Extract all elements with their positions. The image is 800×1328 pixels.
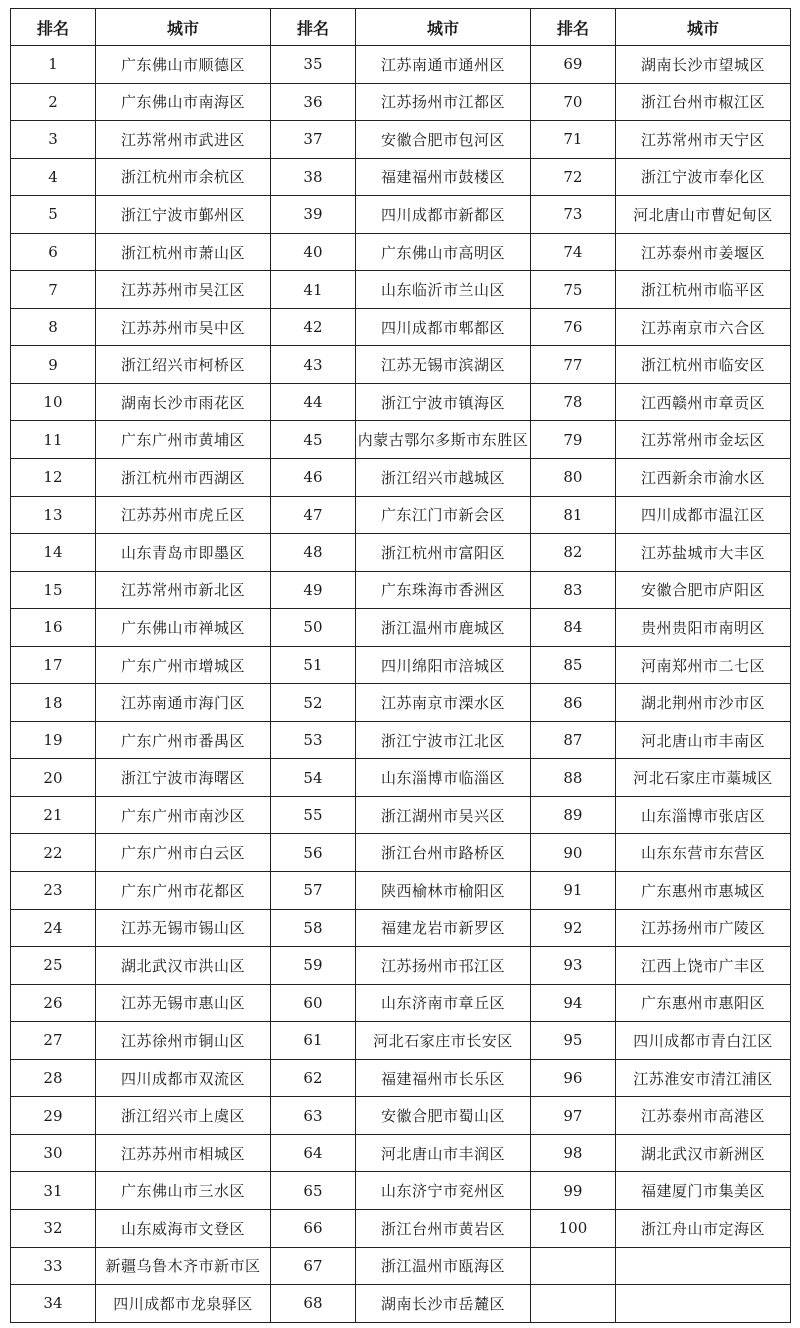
city-cell: 江苏泰州市姜堰区 [615, 233, 790, 271]
city-cell: 四川成都市郫都区 [355, 308, 530, 346]
table-row [11, 421, 791, 459]
city-cell: 四川成都市新都区 [355, 196, 530, 234]
rank-cell: 5 [11, 196, 96, 234]
city-cell: 贵州贵阳市南明区 [615, 609, 790, 647]
city-cell: 广东佛山市禅城区 [95, 609, 270, 647]
city-cell: 山东淄博市临淄区 [355, 759, 530, 797]
table-row [11, 383, 791, 421]
rank-cell: 12 [11, 459, 96, 497]
rank-cell: 57 [270, 872, 355, 910]
rank-cell: 76 [530, 308, 615, 346]
city-cell: 广东佛山市顺德区 [95, 46, 270, 84]
rank-cell: 73 [530, 196, 615, 234]
rank-cell: 56 [270, 834, 355, 872]
table-row [11, 646, 791, 684]
rank-cell: 18 [11, 684, 96, 722]
rank-cell: 72 [530, 158, 615, 196]
city-cell: 广东佛山市南海区 [95, 83, 270, 121]
table-row [11, 46, 791, 84]
table-row [11, 947, 791, 985]
table-row [11, 872, 791, 910]
city-cell: 四川成都市青白江区 [615, 1022, 790, 1060]
table-row [11, 909, 791, 947]
rank-cell: 91 [530, 872, 615, 910]
city-cell: 山东淄博市张店区 [615, 796, 790, 834]
rank-cell: 96 [530, 1059, 615, 1097]
table-row [11, 571, 791, 609]
city-cell: 江西新余市渝水区 [615, 459, 790, 497]
rank-cell: 35 [270, 46, 355, 84]
city-cell: 江西上饶市广丰区 [615, 947, 790, 985]
rank-cell: 48 [270, 534, 355, 572]
rank-cell: 71 [530, 121, 615, 159]
city-cell: 广东佛山市三水区 [95, 1172, 270, 1210]
header-rank-2: 排名 [270, 9, 355, 46]
table-row [11, 1097, 791, 1135]
table-row [11, 1285, 791, 1323]
city-cell: 广东江门市新会区 [355, 496, 530, 534]
city-cell: 江苏淮安市清江浦区 [615, 1059, 790, 1097]
rank-cell: 28 [11, 1059, 96, 1097]
rank-cell: 46 [270, 459, 355, 497]
rank-cell: 51 [270, 646, 355, 684]
rank-cell: 68 [270, 1285, 355, 1323]
table-row [11, 158, 791, 196]
rank-cell: 99 [530, 1172, 615, 1210]
city-cell: 浙江杭州市萧山区 [95, 233, 270, 271]
city-cell: 江苏无锡市锡山区 [95, 909, 270, 947]
city-cell: 江苏苏州市吴江区 [95, 271, 270, 309]
city-cell: 河北唐山市曹妃甸区 [615, 196, 790, 234]
table-body [11, 46, 791, 1323]
city-cell: 福建龙岩市新罗区 [355, 909, 530, 947]
header-city-3: 城市 [615, 9, 790, 46]
city-cell: 湖南长沙市岳麓区 [355, 1285, 530, 1323]
rank-cell: 45 [270, 421, 355, 459]
rank-cell: 10 [11, 383, 96, 421]
table-row [11, 1172, 791, 1210]
rank-cell: 41 [270, 271, 355, 309]
rank-cell: 93 [530, 947, 615, 985]
table-row [11, 346, 791, 384]
table-row [11, 1209, 791, 1247]
header-row [11, 9, 791, 46]
city-cell: 河南郑州市二七区 [615, 646, 790, 684]
city-cell: 江西赣州市章贡区 [615, 383, 790, 421]
rank-cell: 67 [270, 1247, 355, 1285]
city-cell: 湖北武汉市新洲区 [615, 1134, 790, 1172]
rank-cell: 60 [270, 984, 355, 1022]
city-cell: 广东广州市增城区 [95, 646, 270, 684]
rank-cell: 53 [270, 721, 355, 759]
rank-cell: 75 [530, 271, 615, 309]
rank-cell: 90 [530, 834, 615, 872]
rank-cell: 66 [270, 1209, 355, 1247]
city-cell: 四川成都市龙泉驿区 [95, 1285, 270, 1323]
city-cell: 江苏常州市天宁区 [615, 121, 790, 159]
rank-cell: 92 [530, 909, 615, 947]
rank-cell: 81 [530, 496, 615, 534]
table-row [11, 1134, 791, 1172]
rank-cell: 89 [530, 796, 615, 834]
city-cell: 江苏南京市溧水区 [355, 684, 530, 722]
city-cell: 浙江宁波市奉化区 [615, 158, 790, 196]
rank-cell: 49 [270, 571, 355, 609]
ranking-table [10, 8, 791, 1323]
table-row [11, 759, 791, 797]
city-cell: 四川成都市双流区 [95, 1059, 270, 1097]
city-cell: 江苏徐州市铜山区 [95, 1022, 270, 1060]
city-cell: 湖北武汉市洪山区 [95, 947, 270, 985]
table-row [11, 271, 791, 309]
rank-cell: 14 [11, 534, 96, 572]
city-cell: 河北石家庄市长安区 [355, 1022, 530, 1060]
city-cell: 江苏常州市武进区 [95, 121, 270, 159]
table-row [11, 121, 791, 159]
city-cell: 广东广州市花都区 [95, 872, 270, 910]
table-row [11, 1247, 791, 1285]
rank-cell: 25 [11, 947, 96, 985]
rank-cell: 82 [530, 534, 615, 572]
city-cell: 浙江杭州市临安区 [615, 346, 790, 384]
city-cell: 浙江温州市瓯海区 [355, 1247, 530, 1285]
rank-cell: 78 [530, 383, 615, 421]
city-cell: 广东惠州市惠阳区 [615, 984, 790, 1022]
table-row [11, 83, 791, 121]
rank-cell: 69 [530, 46, 615, 84]
city-cell [615, 1285, 790, 1323]
city-cell: 浙江杭州市富阳区 [355, 534, 530, 572]
rank-cell: 1 [11, 46, 96, 84]
city-cell: 浙江绍兴市越城区 [355, 459, 530, 497]
rank-cell: 54 [270, 759, 355, 797]
city-cell: 四川成都市温江区 [615, 496, 790, 534]
rank-cell: 30 [11, 1134, 96, 1172]
rank-cell: 38 [270, 158, 355, 196]
rank-cell: 83 [530, 571, 615, 609]
rank-cell: 34 [11, 1285, 96, 1323]
rank-cell: 27 [11, 1022, 96, 1060]
rank-cell: 77 [530, 346, 615, 384]
rank-cell: 17 [11, 646, 96, 684]
city-cell: 安徽合肥市蜀山区 [355, 1097, 530, 1135]
rank-cell: 100 [530, 1209, 615, 1247]
city-cell: 山东青岛市即墨区 [95, 534, 270, 572]
city-cell: 广东惠州市惠城区 [615, 872, 790, 910]
rank-cell: 26 [11, 984, 96, 1022]
city-cell: 河北唐山市丰润区 [355, 1134, 530, 1172]
city-cell: 山东济南市章丘区 [355, 984, 530, 1022]
city-cell: 江苏扬州市邗江区 [355, 947, 530, 985]
table-row [11, 984, 791, 1022]
city-cell: 福建福州市鼓楼区 [355, 158, 530, 196]
rank-cell: 50 [270, 609, 355, 647]
city-cell: 河北唐山市丰南区 [615, 721, 790, 759]
city-cell: 浙江绍兴市柯桥区 [95, 346, 270, 384]
rank-cell: 42 [270, 308, 355, 346]
city-cell: 内蒙古鄂尔多斯市东胜区 [355, 421, 530, 459]
city-cell: 福建厦门市集美区 [615, 1172, 790, 1210]
rank-cell: 65 [270, 1172, 355, 1210]
rank-cell: 32 [11, 1209, 96, 1247]
city-cell: 广东广州市番禺区 [95, 721, 270, 759]
rank-cell: 61 [270, 1022, 355, 1060]
rank-cell: 59 [270, 947, 355, 985]
rank-cell: 39 [270, 196, 355, 234]
city-cell: 浙江宁波市江北区 [355, 721, 530, 759]
city-cell: 湖南长沙市雨花区 [95, 383, 270, 421]
rank-cell: 13 [11, 496, 96, 534]
city-cell: 广东广州市白云区 [95, 834, 270, 872]
rank-cell: 19 [11, 721, 96, 759]
city-cell: 江苏南京市六合区 [615, 308, 790, 346]
city-cell: 江苏苏州市吴中区 [95, 308, 270, 346]
city-cell: 浙江宁波市海曙区 [95, 759, 270, 797]
table-row [11, 796, 791, 834]
city-cell: 山东东营市东营区 [615, 834, 790, 872]
rank-cell: 3 [11, 121, 96, 159]
table-row [11, 684, 791, 722]
rank-cell: 98 [530, 1134, 615, 1172]
city-cell: 浙江杭州市西湖区 [95, 459, 270, 497]
city-cell: 湖北荆州市沙市区 [615, 684, 790, 722]
rank-cell: 33 [11, 1247, 96, 1285]
header-city-2: 城市 [355, 9, 530, 46]
rank-cell: 16 [11, 609, 96, 647]
city-cell: 浙江温州市鹿城区 [355, 609, 530, 647]
city-cell: 山东威海市文登区 [95, 1209, 270, 1247]
city-cell [615, 1247, 790, 1285]
city-cell: 江苏无锡市惠山区 [95, 984, 270, 1022]
table-row [11, 721, 791, 759]
rank-cell: 36 [270, 83, 355, 121]
city-cell: 浙江杭州市临平区 [615, 271, 790, 309]
rank-cell: 94 [530, 984, 615, 1022]
rank-cell: 62 [270, 1059, 355, 1097]
city-cell: 江苏南通市海门区 [95, 684, 270, 722]
rank-cell: 7 [11, 271, 96, 309]
city-cell: 浙江宁波市镇海区 [355, 383, 530, 421]
city-cell: 山东济宁市兖州区 [355, 1172, 530, 1210]
city-cell: 浙江宁波市鄞州区 [95, 196, 270, 234]
city-cell: 湖南长沙市望城区 [615, 46, 790, 84]
city-cell: 江苏苏州市虎丘区 [95, 496, 270, 534]
city-cell: 广东广州市黄埔区 [95, 421, 270, 459]
table-row [11, 459, 791, 497]
rank-cell: 11 [11, 421, 96, 459]
city-cell: 江苏扬州市江都区 [355, 83, 530, 121]
table-row [11, 1022, 791, 1060]
city-cell: 浙江台州市椒江区 [615, 83, 790, 121]
city-cell: 浙江台州市黄岩区 [355, 1209, 530, 1247]
rank-cell: 47 [270, 496, 355, 534]
table-row [11, 308, 791, 346]
city-cell: 广东珠海市香洲区 [355, 571, 530, 609]
rank-cell: 84 [530, 609, 615, 647]
city-cell: 江苏盐城市大丰区 [615, 534, 790, 572]
city-cell: 福建福州市长乐区 [355, 1059, 530, 1097]
rank-cell: 88 [530, 759, 615, 797]
city-cell: 新疆乌鲁木齐市新市区 [95, 1247, 270, 1285]
rank-cell: 97 [530, 1097, 615, 1135]
rank-cell: 6 [11, 233, 96, 271]
rank-cell: 20 [11, 759, 96, 797]
rank-cell: 4 [11, 158, 96, 196]
rank-cell: 44 [270, 383, 355, 421]
rank-cell: 63 [270, 1097, 355, 1135]
rank-cell: 40 [270, 233, 355, 271]
rank-cell: 21 [11, 796, 96, 834]
rank-cell: 23 [11, 872, 96, 910]
rank-cell [530, 1285, 615, 1323]
city-cell: 江苏扬州市广陵区 [615, 909, 790, 947]
rank-cell: 95 [530, 1022, 615, 1060]
city-cell: 江苏常州市新北区 [95, 571, 270, 609]
city-cell: 江苏常州市金坛区 [615, 421, 790, 459]
city-cell: 江苏南通市通州区 [355, 46, 530, 84]
rank-cell: 43 [270, 346, 355, 384]
rank-cell: 52 [270, 684, 355, 722]
city-cell: 陕西榆林市榆阳区 [355, 872, 530, 910]
rank-cell: 74 [530, 233, 615, 271]
city-cell: 安徽合肥市庐阳区 [615, 571, 790, 609]
city-cell: 江苏无锡市滨湖区 [355, 346, 530, 384]
rank-cell: 64 [270, 1134, 355, 1172]
city-cell: 浙江台州市路桥区 [355, 834, 530, 872]
rank-cell: 15 [11, 571, 96, 609]
city-cell: 广东广州市南沙区 [95, 796, 270, 834]
rank-cell: 87 [530, 721, 615, 759]
rank-cell: 37 [270, 121, 355, 159]
rank-cell: 22 [11, 834, 96, 872]
rank-cell: 55 [270, 796, 355, 834]
rank-cell: 58 [270, 909, 355, 947]
rank-cell: 29 [11, 1097, 96, 1135]
city-cell: 安徽合肥市包河区 [355, 121, 530, 159]
city-cell: 河北石家庄市藁城区 [615, 759, 790, 797]
city-cell: 浙江舟山市定海区 [615, 1209, 790, 1247]
table-row [11, 496, 791, 534]
city-cell: 江苏泰州市高港区 [615, 1097, 790, 1135]
city-cell: 四川绵阳市涪城区 [355, 646, 530, 684]
table-row [11, 534, 791, 572]
city-cell: 江苏苏州市相城区 [95, 1134, 270, 1172]
rank-cell: 8 [11, 308, 96, 346]
rank-cell: 9 [11, 346, 96, 384]
city-cell: 广东佛山市高明区 [355, 233, 530, 271]
city-cell: 浙江杭州市余杭区 [95, 158, 270, 196]
header-rank-3: 排名 [530, 9, 615, 46]
rank-cell: 31 [11, 1172, 96, 1210]
rank-cell: 86 [530, 684, 615, 722]
rank-cell: 70 [530, 83, 615, 121]
rank-cell: 85 [530, 646, 615, 684]
header-city-1: 城市 [95, 9, 270, 46]
city-cell: 浙江湖州市吴兴区 [355, 796, 530, 834]
rank-cell [530, 1247, 615, 1285]
table-row [11, 834, 791, 872]
rank-cell: 24 [11, 909, 96, 947]
city-cell: 浙江绍兴市上虞区 [95, 1097, 270, 1135]
rank-cell: 80 [530, 459, 615, 497]
table-row [11, 196, 791, 234]
table-row [11, 609, 791, 647]
rank-cell: 2 [11, 83, 96, 121]
city-cell: 山东临沂市兰山区 [355, 271, 530, 309]
header-rank-1: 排名 [11, 9, 96, 46]
table-row [11, 233, 791, 271]
rank-cell: 79 [530, 421, 615, 459]
table-row [11, 1059, 791, 1097]
